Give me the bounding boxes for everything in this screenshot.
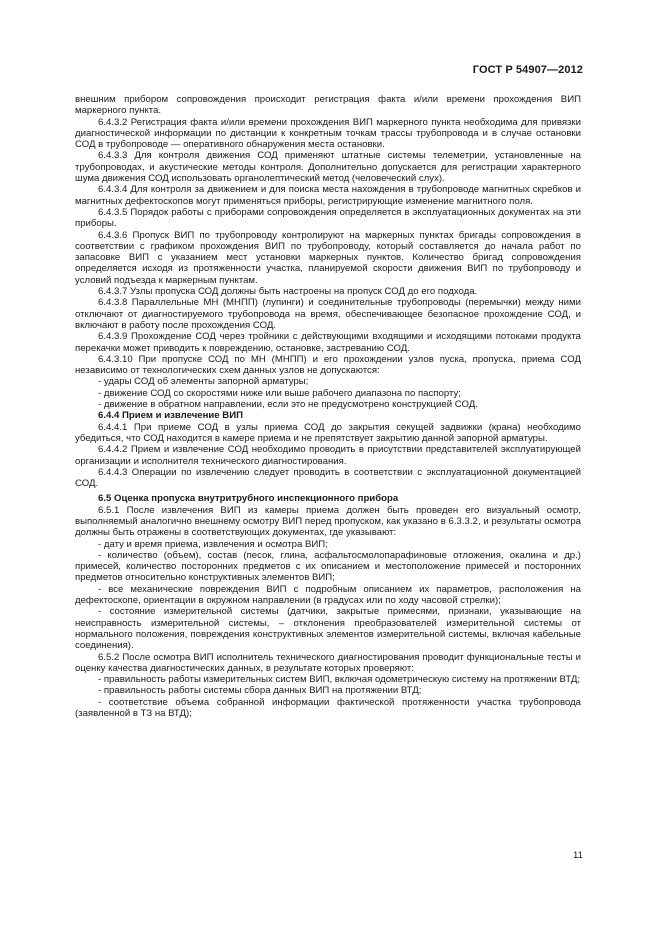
paragraph: - удары СОД об элементы запорной арматуры; <box>98 376 309 388</box>
section-heading: 6.4.4 Прием и извлечение ВИП <box>98 410 244 422</box>
document-designation: ГОСТ Р 54907—2012 <box>472 64 583 76</box>
paragraph: 6.5.2 После осмотра ВИП исполнитель технического диагностирования проводит функциональные тесты и оценку качества диагностических данных, в результате которых проверяют: <box>75 651 581 674</box>
paragraph: 6.4.3.2 Регистрация факта и/или времени прохождения ВИП маркерного пункта необходима для привязки диагностической информации по дистанции к конкретным точкам трассы трубопровода и в случае остановки СОД в трубопроводе — оперативного обнаружения места остановки. <box>75 116 581 151</box>
paragraph: - количество (объем), состав (песок, глина, асфальтосмолопарафиновые отложения, окалина и др.) примесей, количество посторонних предметов с их описанием и местоположение примесей и посторонних предметов относительно конструктивных элементов ВИП; <box>75 549 581 584</box>
paragraph: - правильность работы системы сбора данных ВИП на протяжении ВТД; <box>98 685 422 697</box>
paragraph: 6.5.1 После извлечения ВИП из камеры приема должен быть проведен его визуальный осмотр, выполняемый аналогично внешнему осмотру ВИП перед пропуском, как указано в 6.3.3.2, и результаты осмотра должны быть отражены в соответствующих документах, где указывают: <box>75 504 581 539</box>
paragraph: 6.4.4.1 При приеме СОД в узлы приема СОД до закрытия секущей задвижки (крана) необходимо убедиться, что СОД находится в камере приема и не препятствует закрытию данной запорной арматуры. <box>75 421 581 444</box>
paragraph: - правильность работы измерительных систем ВИП, включая одометрическую систему на протяжении ВТД; <box>98 674 581 686</box>
paragraph: - дату и время приема, извлечения и осмотра ВИП; <box>98 538 328 550</box>
paragraph: 6.4.3.10 При пропуске СОД по МН (МНПП) и его прохождении узлов пуска, пропуска, приема СОД независимо от технологических схем данных узлов не допускаются: <box>75 353 581 377</box>
paragraph: 6.4.3.5 Порядок работы с приборами сопровождения определяется в эксплуатационных документах на эти приборы. <box>75 206 581 230</box>
paragraph: - соответствие объема собранной информации фактической протяженности участка трубопровода (заявленной в ТЗ на ВТД); <box>75 696 581 720</box>
page-number: 11 <box>573 850 583 861</box>
paragraph: - движение СОД со скоростями ниже или выше рабочего диапазона по паспорту; <box>98 387 461 399</box>
paragraph: 6.4.3.9 Прохождение СОД через тройники с действующими входящими и исходящими потоками продукта перекачки может приводить к повреждению, остановке, застреванию СОД. <box>75 331 581 354</box>
section-heading: 6.5 Оценка пропуска внутритрубного инспекционного прибора <box>98 493 399 505</box>
paragraph: 6.4.3.6 Пропуск ВИП по трубопроводу контролируют на маркерных пунктах бригады сопровождения в соответствии с графиком прохождения ВИП по трубопроводу, который составляется до начала работ по запасовке ВИП с указанием мест установки маркерных пунктов. Количество бригад сопровождения определяется исходя из протяженности участка, планируемой скорости движения ВИП по трубопроводу и условий подъезда к маркерным пунктам. <box>75 229 581 286</box>
paragraph: 6.4.3.8 Параллельные МН (МНПП) (лупинги) и соединительные трубопроводы (перемычки) между ними отключают от диагностируемого трубопровода на время, обеспечивающее безопасное прохождение СОД, и включают в работу после прохождения СОД. <box>75 297 581 331</box>
paragraph: - движение в обратном направлении, если это не предусмотрено конструкцией СОД. <box>98 399 478 411</box>
paragraph: 6.4.4.3 Операции по извлечению следует проводить в соответствии с эксплуатационной документацией СОД. <box>75 466 581 490</box>
document-body <box>75 94 581 719</box>
paragraph: - все механические повреждения ВИП с подробным описанием их параметров, расположения на дефектоскопе, ориентации в окружном направлении (в градусах или по ходу часовой стрелки); <box>75 583 581 607</box>
paragraph: 6.4.3.3 Для контроля движения СОД применяют штатные системы телеметрии, установленные на трубопроводах, и акустические методы контроля. Дополнительно допускается для регистрации характерного шума движения СОД использовать органолептический метод (человеческий слух). <box>75 150 581 185</box>
paragraph: 6.4.3.4 Для контроля за движением и для поиска места нахождения в трубопроводе магнитных скребков и магнитных дефектоскопов могут применяться приборы, регистрирующие изменение магнитного поля. <box>75 184 581 207</box>
paragraph: внешним прибором сопровождения происходит регистрация факта и/или времени прохождения ВИП маркерного пункта. <box>75 94 581 117</box>
paragraph: - состояние измерительной системы (датчики, закрытые примесями, признаки, указывающие на неисправность измерительной системы, – отклонения преобразователей измерительной системы от нормального положения, повреждения конструктивных элементов измерительной системы, включая кабельные соединения). <box>75 606 581 652</box>
paragraph: 6.4.4.2 Прием и извлечение СОД необходимо проводить в присутствии представителей эксплуатирующей организации и исполнителя технического диагностирования. <box>75 444 581 467</box>
paragraph: 6.4.3.7 Узлы пропуска СОД должны быть настроены на пропуск СОД до его подхода. <box>98 286 478 298</box>
